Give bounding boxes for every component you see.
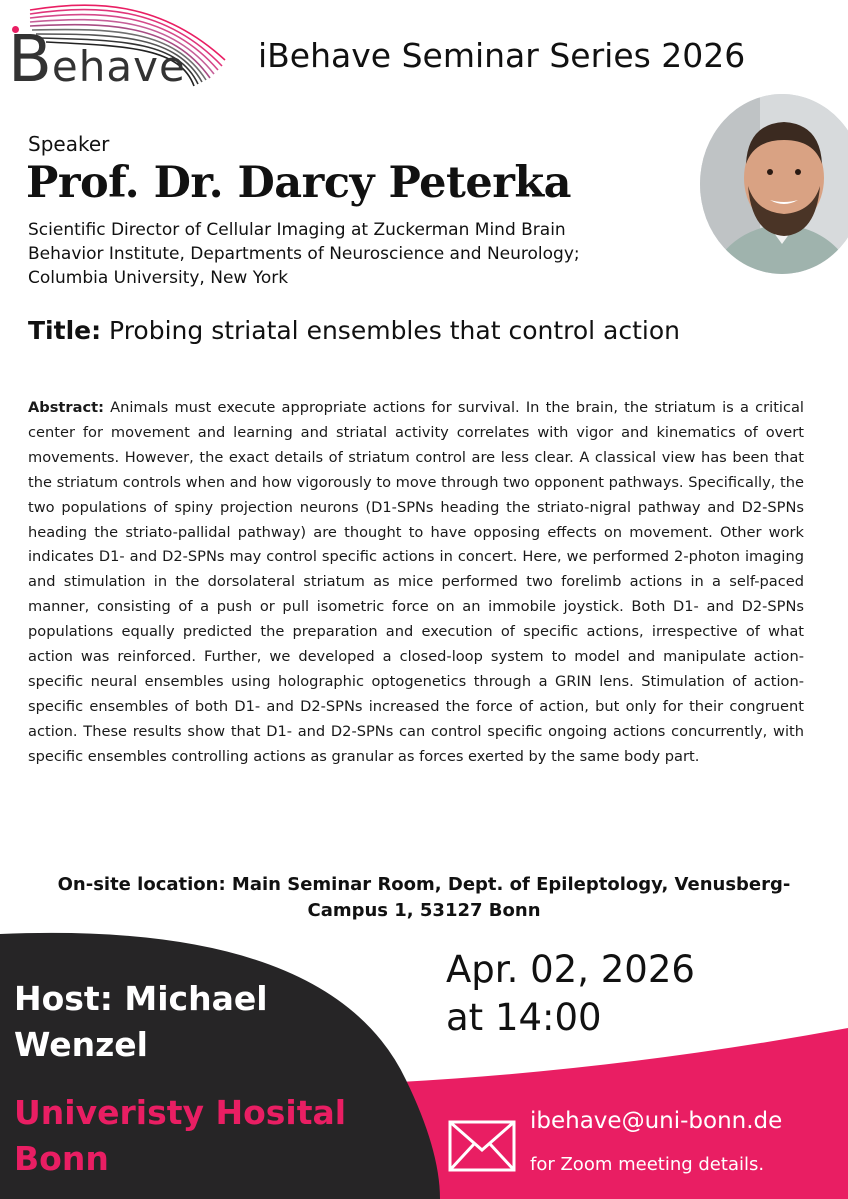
affiliation-line: Columbia University, New York: [28, 268, 289, 288]
host-line: Host: Michael: [14, 979, 268, 1018]
logo-letters: ehave: [51, 42, 186, 91]
event-time: at 14:00: [446, 996, 602, 1039]
logo-wordmark: [8, 23, 186, 97]
talk-title-text: Probing striatal ensembles that control action: [101, 316, 681, 345]
location-line: Campus 1, 53127 Bonn: [307, 900, 541, 921]
event-datetime: [446, 946, 695, 1042]
location-line: On-site location: Main Seminar Room, Dept. of Epileptology, Venusberg-: [57, 874, 791, 895]
institution-line: Bonn: [14, 1139, 109, 1178]
abstract-text: Animals must execute appropriate actions for survival. In the brain, the striatum is a critical center for movement and learning and striatal activity correlates with vigor and kinematics of overt movements. However, the exact details of striatum control are less clear. A classical view has been that the striatum controls when and how vigorously to move through two opponent pathways. Specifically, the two populations of spiny projection neurons (D1-SPNs heading the striato-nigral pathway and D2-SPNs heading the striato-pallidal pathway) are thought to have opposing effects on movement. Other work indicates D1- and D2-SPNs may control specific actions in concert. Here, we performed 2-photon imaging and stimulation in the dorsolateral striatum as mice performed two forelimb actions in a self-paced manner, consisting of a push or pull isometric force on an immobile joystick. Both D1- and D2-SPNs populations equally predicted the preparation and execution of specific actions, irrespective of what action was reinforced. Further, we developed a closed-loop system to model and manipulate action-specific neural ensembles using holographic optogenetics through a GRIN lens. Stimulation of action-specific ensembles of both D1- and D2-SPNs increased the force of action, but only for their congruent action. These results show that D1- and D2-SPNs can control specific ongoing actions concurrently, with specific ensembles controlling actions as granular as forces exerted by the same body part.: [28, 399, 804, 765]
speaker-name: Prof. Dr. Darcy Peterka: [26, 158, 572, 208]
abstract-label: Abstract:: [28, 399, 104, 416]
event-date: Apr. 02, 2026: [446, 948, 695, 991]
series-title: iBehave Seminar Series 2026: [258, 36, 746, 75]
onsite-location: [0, 872, 848, 924]
talk-title-label: Title:: [28, 316, 102, 345]
host-line: Wenzel: [14, 1025, 148, 1064]
abstract: [28, 396, 804, 770]
institution: [14, 1090, 394, 1182]
speaker-affiliation: [28, 218, 688, 290]
host: [14, 976, 394, 1068]
speaker-label: Speaker: [28, 132, 110, 156]
envelope-icon: [448, 1120, 516, 1172]
affiliation-line: Behavior Institute, Departments of Neuroscience and Neurology;: [28, 244, 580, 264]
affiliation-line: Scientific Director of Cellular Imaging at Zuckerman Mind Brain: [28, 220, 566, 240]
institution-line: Univeristy Hosital: [14, 1093, 347, 1132]
talk-title: [28, 314, 728, 348]
contact-email[interactable]: ibehave@uni-bonn.de: [530, 1108, 783, 1134]
logo-letter-b: B: [8, 23, 52, 97]
zoom-note: for Zoom meeting details.: [530, 1154, 765, 1175]
